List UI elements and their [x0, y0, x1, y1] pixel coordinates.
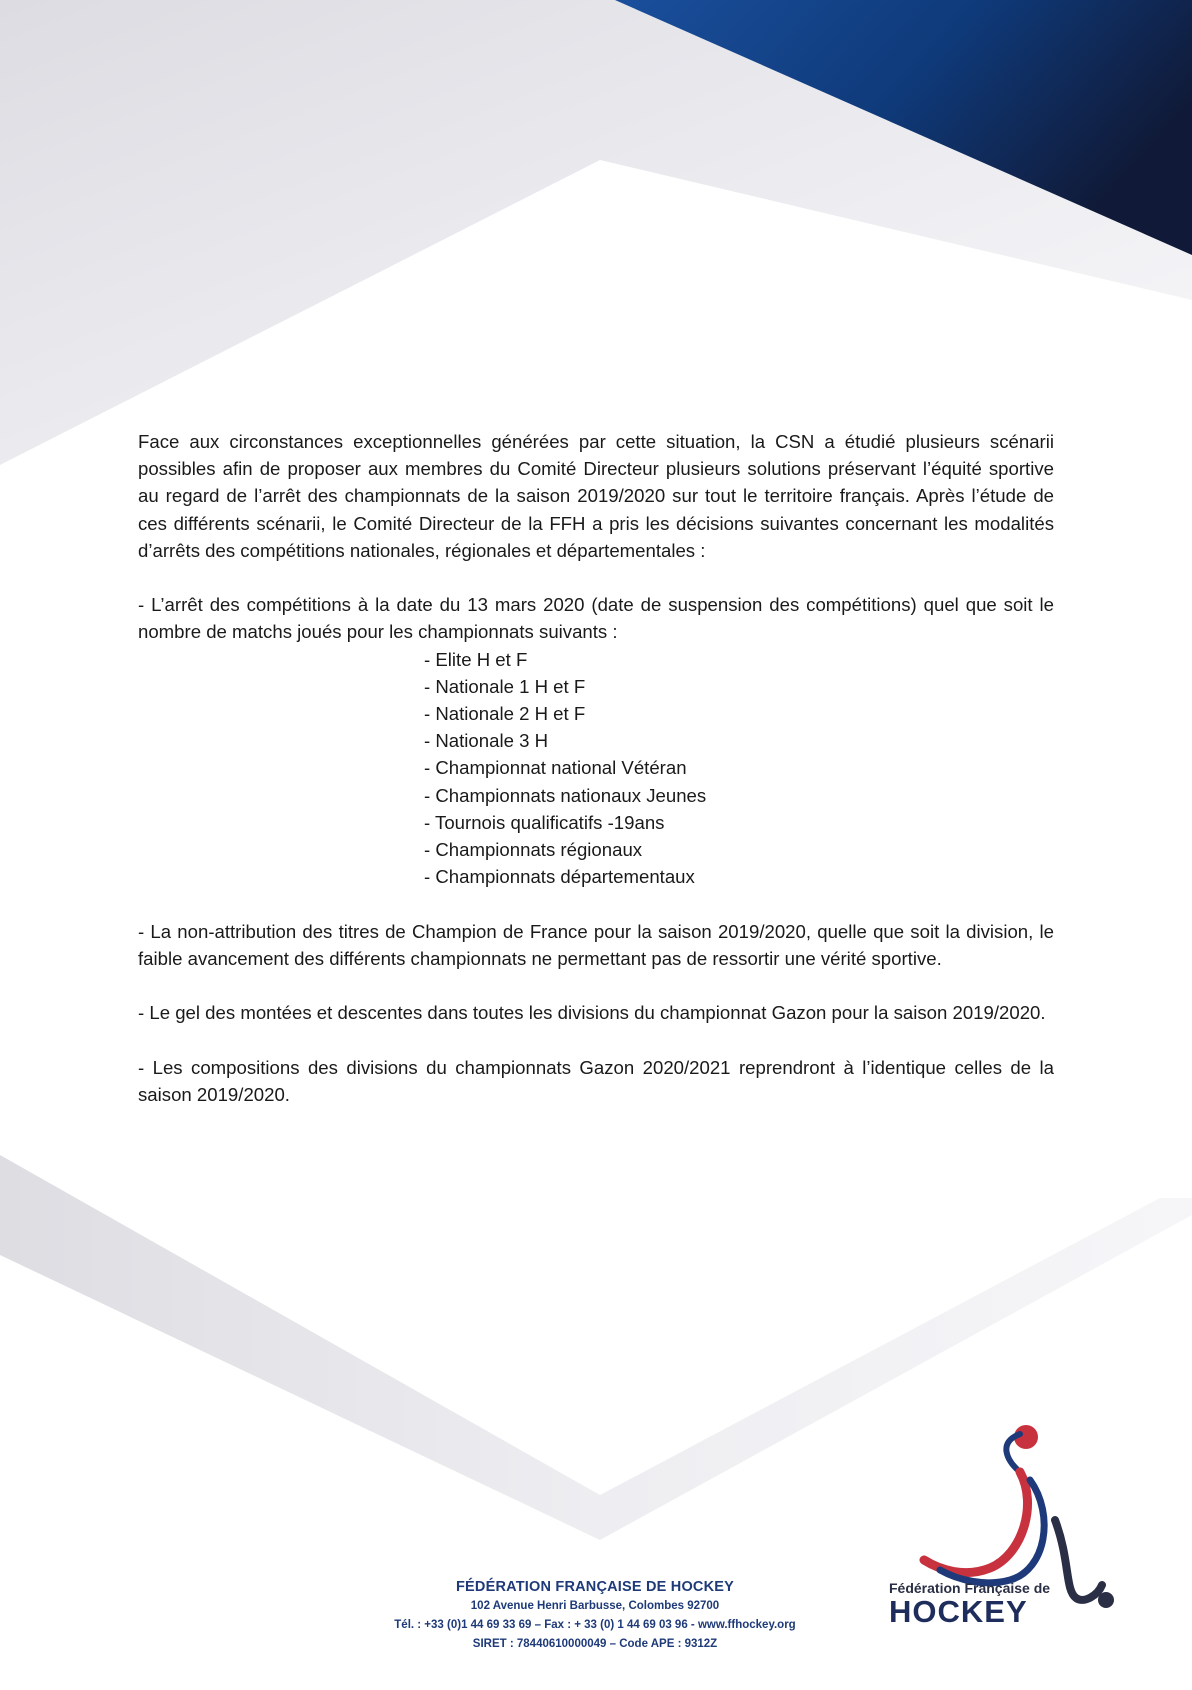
document-body [138, 428, 1054, 1108]
footer-address: 102 Avenue Henri Barbusse, Colombes 92700 [470, 1600, 720, 1612]
titles-paragraph: - La non-attribution des titres de Champion de France pour la saison 2019/2020, quelle que soit la division, le faible avancement des différents championnats ne permettant pas de ressortir une vérité sportive. [138, 920, 1054, 969]
logo-big-text: HOCKEY [889, 1594, 1028, 1629]
freeze-paragraph: - Le gel des montées et descentes dans toutes les divisions du championnat Gazon pour la saison 2019/2020. [138, 1002, 1046, 1024]
list-item: - Championnats régionaux [424, 839, 643, 861]
footer [360, 1577, 830, 1654]
list-item: - Nationale 1 H et F [424, 675, 586, 697]
logo-red-stick [924, 1472, 1028, 1573]
logo-ball [1098, 1592, 1114, 1608]
list-item: - Championnats nationaux Jeunes [424, 784, 707, 806]
list-item: - Elite H et F [424, 648, 528, 670]
list-item: - Nationale 2 H et F [424, 703, 586, 725]
championships-list [138, 646, 1054, 891]
stop-paragraph: - L’arrêt des compétitions à la date du 13 mars 2020 (date de suspension des compétitions) quel que soit le nombre de matchs joués pour les championnats suivants : [138, 594, 1054, 643]
footer-contact: Tél. : +33 (0)1 44 69 33 69 – Fax : + 33 (0) 1 44 69 03 96 - www.ffhockey.org [394, 1619, 796, 1631]
logo-small-text: Fédération Française de [889, 1580, 1051, 1596]
compositions-paragraph: - Les compositions des divisions du championnats Gazon 2020/2021 reprendront à l’identique celles de la saison 2019/2020. [138, 1056, 1054, 1105]
logo-dark-hook [1055, 1520, 1102, 1600]
list-item: - Championnat national Vétéran [424, 757, 687, 779]
list-item: - Championnats départementaux [424, 866, 695, 888]
footer-federation-name: FÉDÉRATION FRANÇAISE DE HOCKEY [455, 1579, 735, 1595]
footer-siret: SIRET : 78440610000049 – Code APE : 9312Z [472, 1638, 718, 1650]
list-item: - Tournois qualificatifs -19ans [424, 811, 665, 833]
intro-paragraph: Face aux circonstances exceptionnelles générées par cette situation, la CSN a étudié plusieurs scénarii possibles afin de proposer aux membres du Comité Directeur plusieurs solutions préservant l’équité sportive au regard de l’arrêt des championnats de la saison 2019/2020 sur tout le territoire français. Après l’étude de ces différents scénarii, le Comité Directeur de la FFH a pris les décisions suivantes concernant les modalités d’arrêts des compétitions nationales, régionales et départementales : [138, 431, 1054, 561]
list-item: - Nationale 3 H [424, 730, 549, 752]
